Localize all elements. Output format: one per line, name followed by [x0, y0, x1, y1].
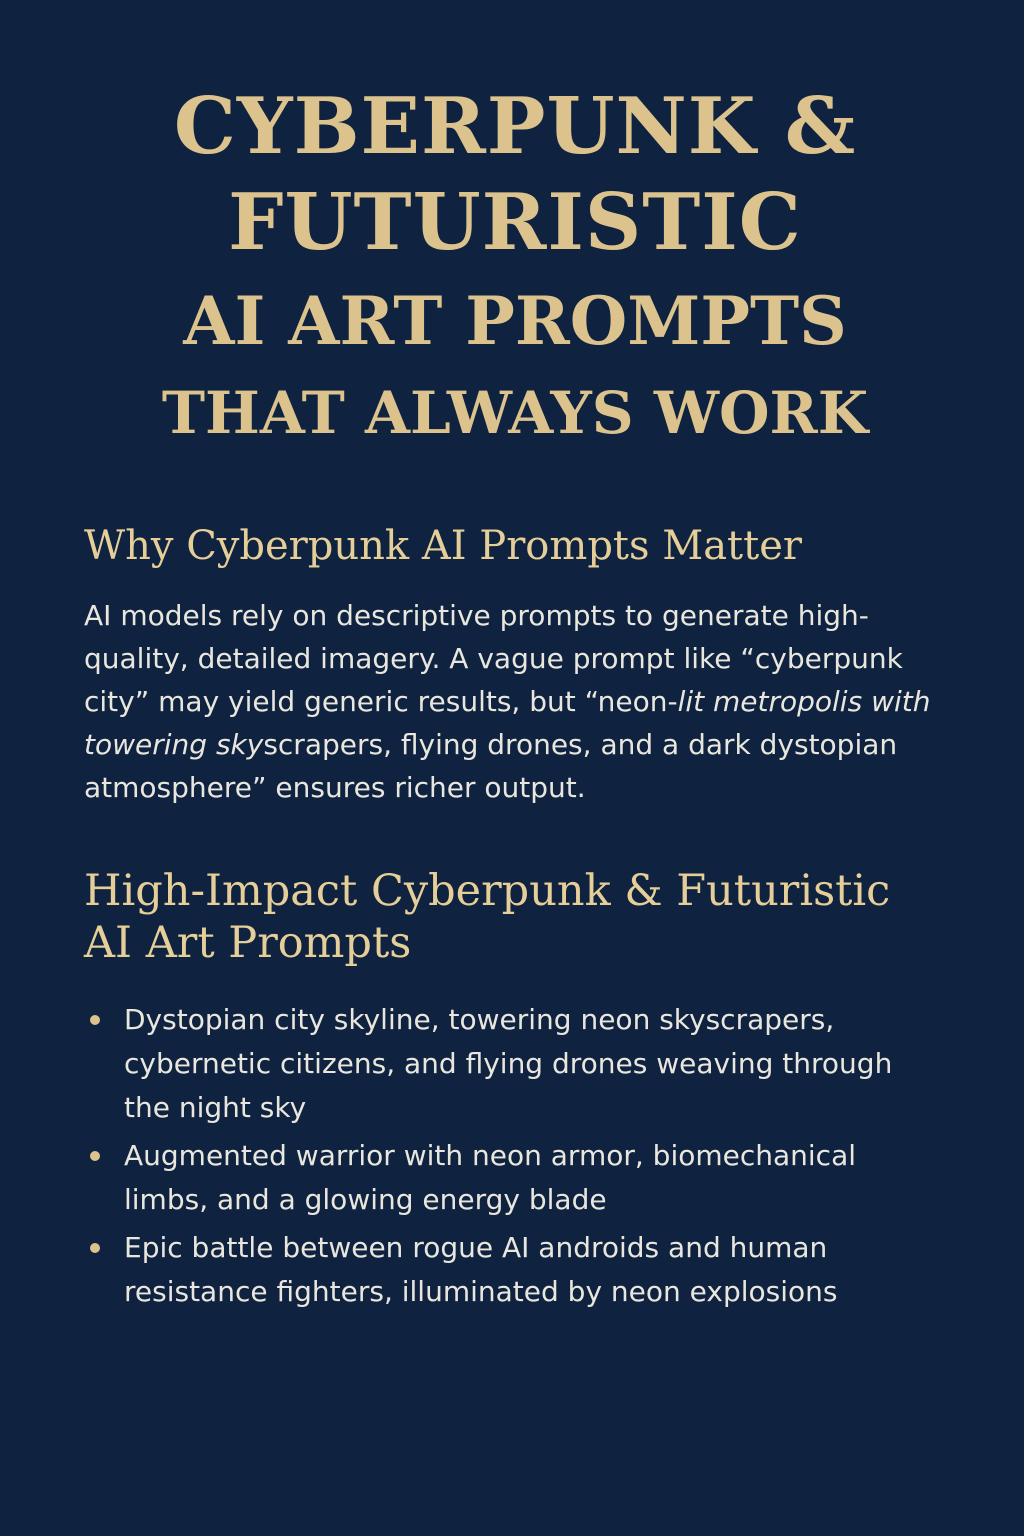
paragraph-text-part-1: AI models rely on descriptive prompts to generate high-quality, detailed imagery. A vague prompt like “cyberpunk city” may yield generic results, but “neon-	[84, 599, 903, 718]
prompt-list	[84, 998, 946, 1314]
title-line-1: CYBERPUNK &	[173, 81, 857, 172]
list-item	[84, 1134, 946, 1222]
why-section-paragraph	[84, 594, 946, 809]
list-item	[84, 998, 946, 1130]
list-item-text: Augmented warrior with neon armor, biomechanical limbs, and a glowing energy blade	[124, 1138, 857, 1216]
paragraph-text-part-2: scrapers, flying drones, and a dark dystopian atmosphere” ensures richer output.	[84, 728, 898, 804]
bullet-icon	[90, 1015, 100, 1025]
title-line-3: AI ART PROMPTS	[183, 282, 847, 360]
page-title	[84, 0, 946, 447]
title-line-4: THAT ALWAYS WORK	[161, 379, 869, 447]
title-line-2: FUTURISTIC	[228, 177, 802, 268]
bullet-icon	[90, 1243, 100, 1253]
list-item-text: Epic battle between rogue AI androids and human resistance fighters, illuminated by neon explosions	[124, 1230, 838, 1308]
bullet-icon	[90, 1151, 100, 1161]
paragraph-italic-text: lit metropolis with towering sky	[84, 685, 931, 761]
list-item-text: Dystopian city skyline, towering neon skyscrapers, cybernetic citizens, and flying drones weaving through the night sky	[124, 1002, 893, 1124]
prompts-section-heading: High-Impact Cyberpunk & Futuristic AI Art Prompts	[84, 866, 891, 969]
why-section-heading: Why Cyberpunk AI Prompts Matter	[84, 523, 802, 569]
list-item	[84, 1226, 946, 1314]
